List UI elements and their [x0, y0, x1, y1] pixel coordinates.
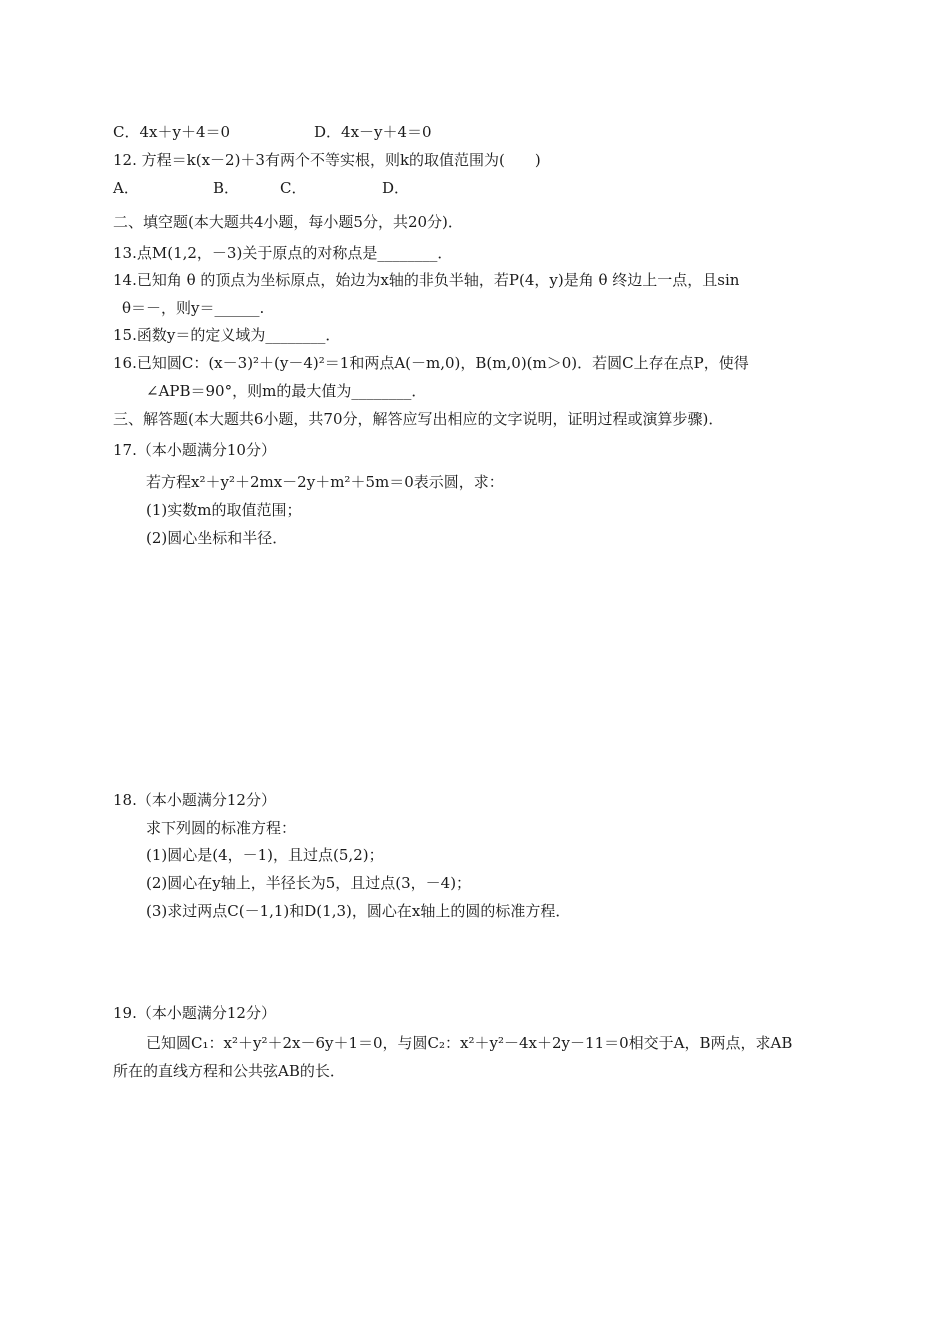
q18-part2: (2)圆心在y轴上，半径长为5，且过点(3，－4)；: [146, 874, 472, 892]
q18-part1: (1)圆心是(4，－1)，且过点(5,2)；: [146, 846, 384, 864]
q13-stem: 13.点M(1,2，－3)关于原点的对称点是________．: [113, 244, 453, 262]
q19-header: 19.（本小题满分12分）: [113, 1004, 276, 1022]
q19-line2: 所在的直线方程和公共弦AB的长．: [113, 1062, 345, 1080]
q11-option-d: D．4x－y＋4＝0: [314, 123, 432, 141]
q15-stem: 15.函数y＝的定义域为________．: [113, 326, 341, 344]
q17-part1: (1)实数m的取值范围；: [146, 501, 302, 519]
q17-part2: (2)圆心坐标和半径．: [146, 529, 288, 547]
section-heading-fill-in: 二、填空题(本大题共4小题，每小题5分，共20分)．: [113, 213, 463, 231]
q18-part3: (3)求过两点C(－1,1)和D(1,3)，圆心在x轴上的圆的标准方程．: [146, 902, 571, 920]
q14-line2: θ＝－，则y＝______.: [122, 299, 265, 317]
q19-line1: 已知圆C₁：x²＋y²＋2x－6y＋1＝0，与圆C₂：x²＋y²－4x＋2y－11＝0相交于A，B两点，求AB: [146, 1034, 793, 1052]
q18-stem: 求下列圆的标准方程：: [146, 819, 297, 837]
q14-line1: 14.已知角 θ 的顶点为坐标原点，始边为x轴的非负半轴，若P(4，y)是角 θ 终边上一点，且sin: [113, 271, 740, 289]
section-heading-solutions: 三、解答题(本大题共6小题，共70分，解答应写出相应的文字说明，证明过程或演算步骤)．: [113, 410, 724, 428]
q17-stem: 若方程x²＋y²＋2mx－2y＋m²＋5m＝0表示圆，求：: [146, 473, 504, 491]
q12-option-d: D．: [382, 179, 410, 197]
q17-header: 17.（本小题满分10分）: [113, 441, 276, 459]
q16-line1: 16.已知圆C：(x－3)²＋(y－4)²＝1和两点A(－m,0)，B(m,0)(m＞0)．若圆C上存在点P，使得: [113, 354, 749, 372]
q16-line2: ∠APB＝90°，则m的最大值为________．: [146, 382, 427, 400]
q11-option-c: C．4x＋y＋4＝0: [113, 123, 231, 141]
q18-header: 18.（本小题满分12分）: [113, 791, 276, 809]
q12-option-a: A．: [113, 179, 139, 197]
q12-option-b: B．: [213, 179, 240, 197]
q12-stem: 12. 方程＝k(x－2)＋3有两个不等实根，则k的取值范围为( ): [113, 151, 541, 169]
q12-option-c: C．: [280, 179, 307, 197]
